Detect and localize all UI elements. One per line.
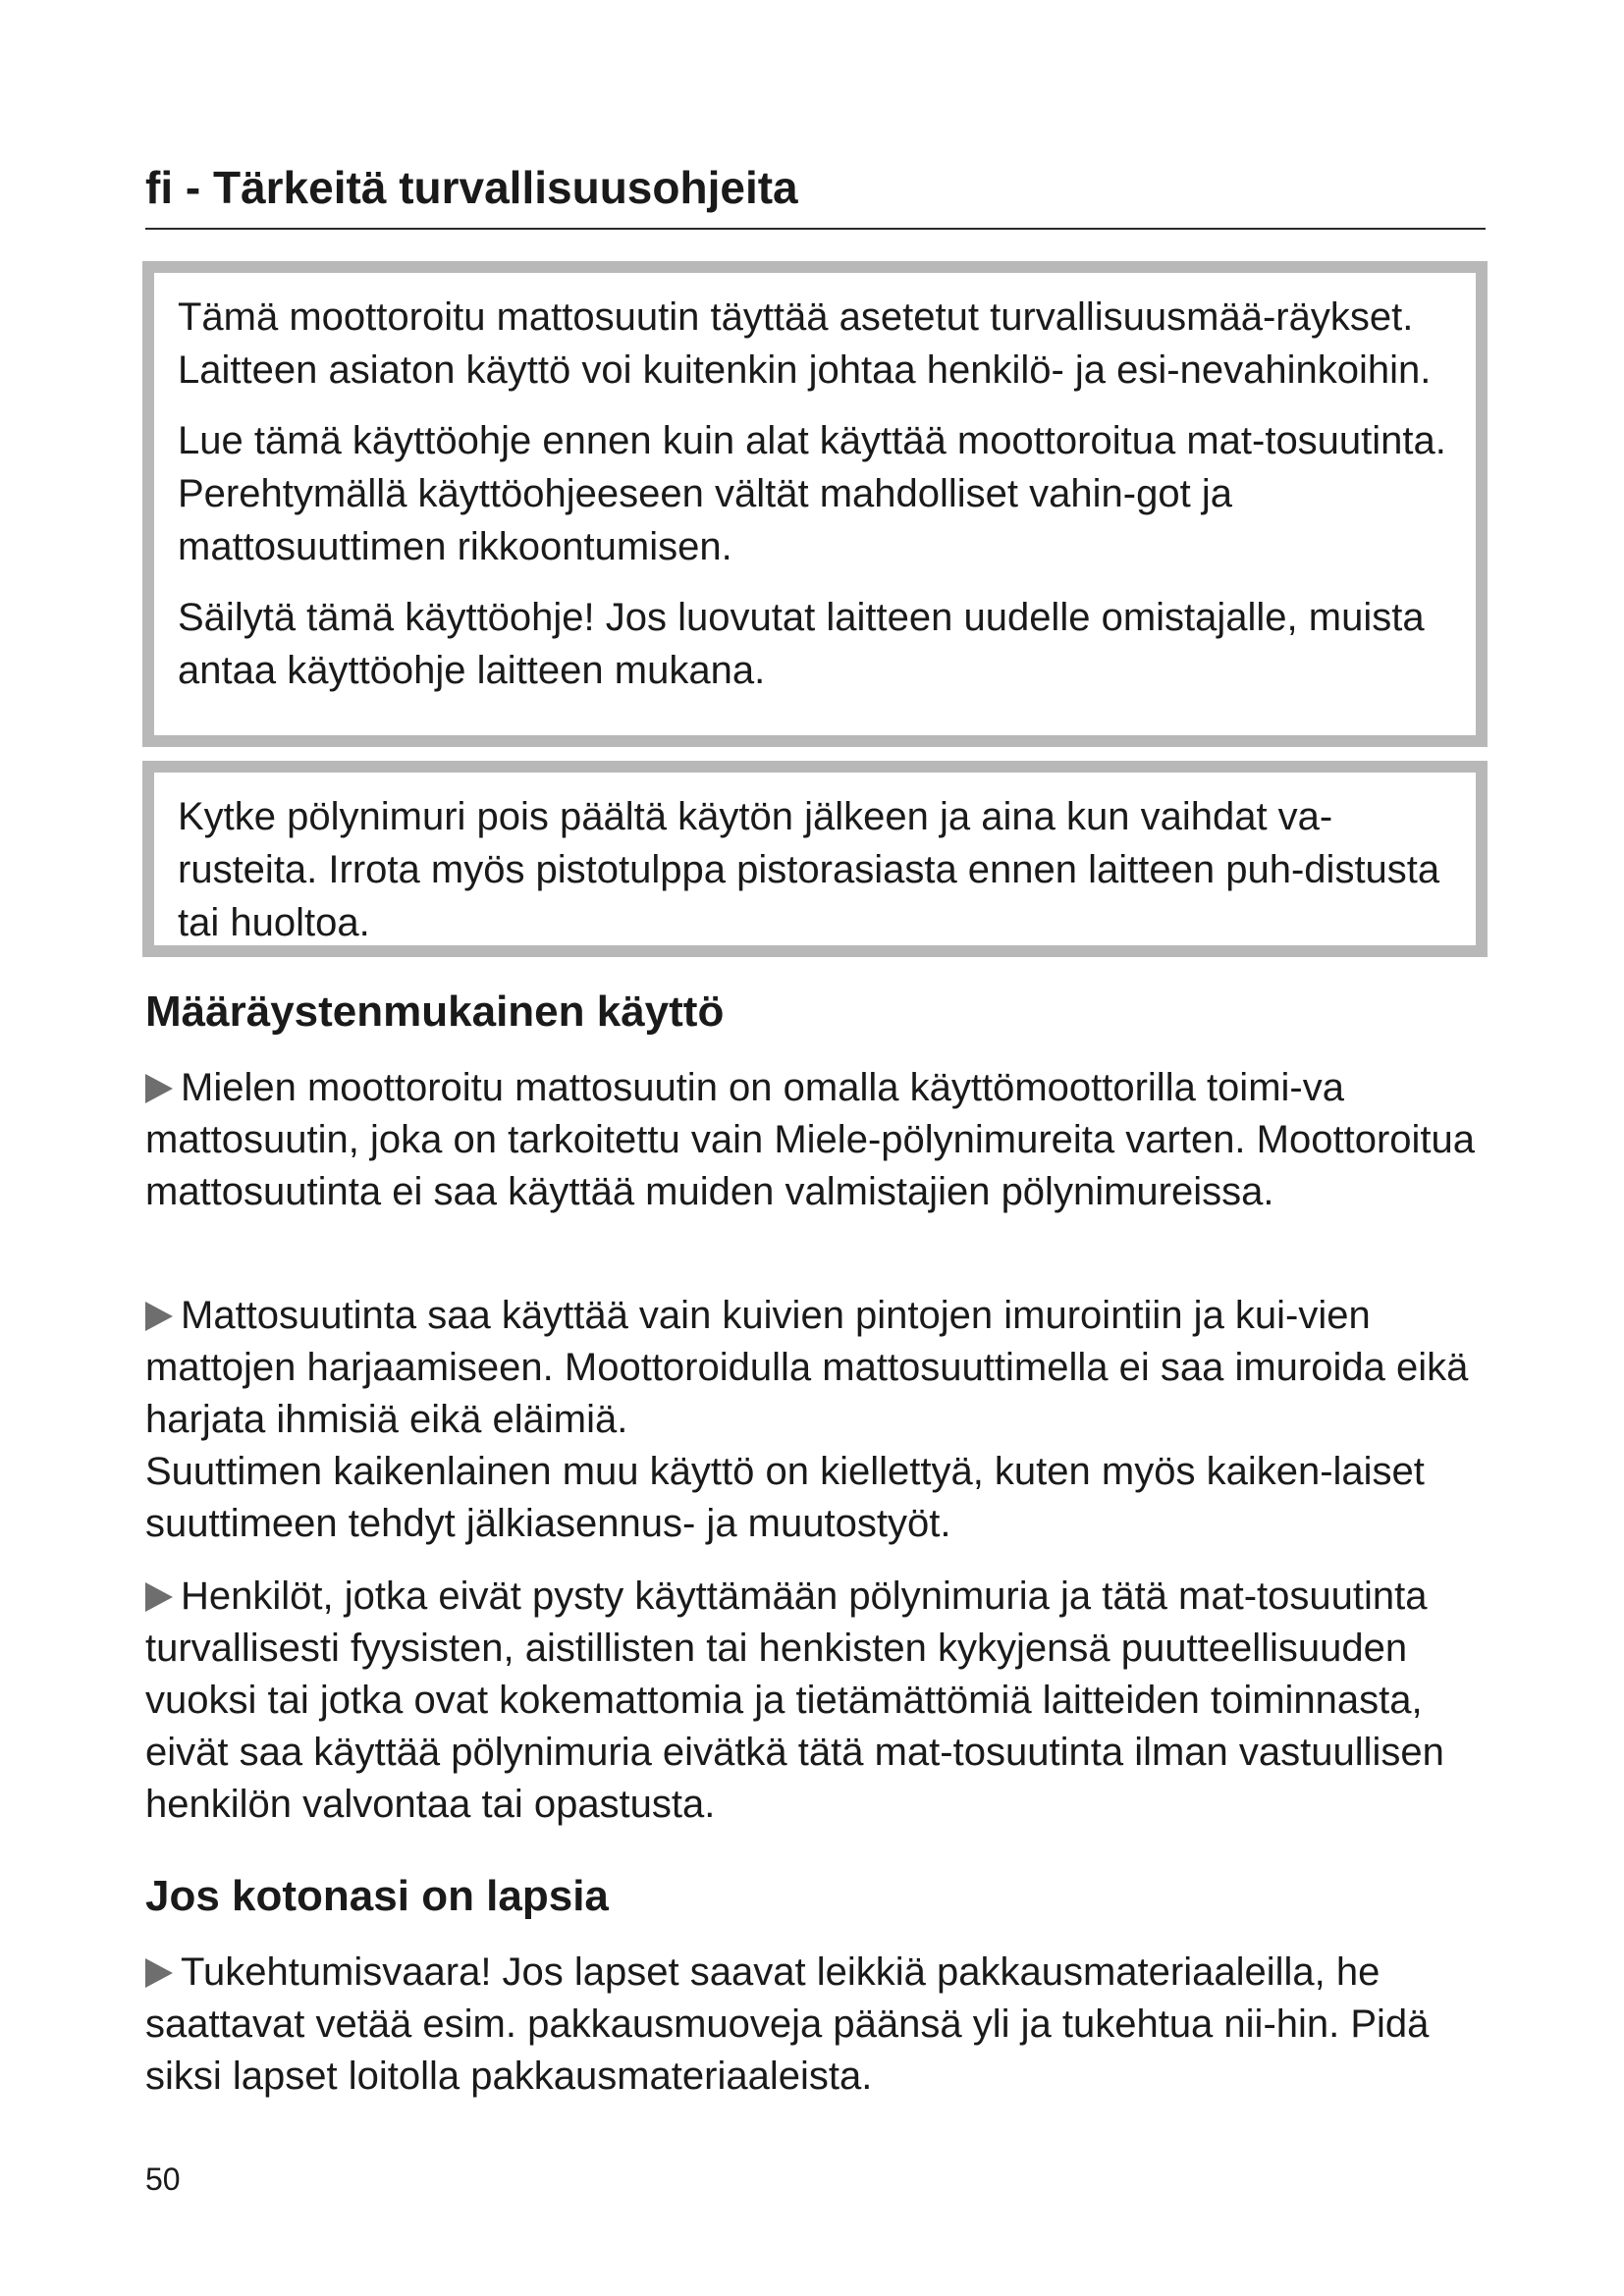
intended-use-text: Mattosuutinta saa käyttää vain kuivien pintojen imurointiin ja kui-vien mattojen harjaamiseen. Moottoroidulla mattosuuttimella ei saa imuroida eikä harjata ihmisiä eikä eläimiä. (145, 1294, 1469, 1441)
intended-use-item (145, 1062, 1486, 1218)
safety-notice-paragraph: Tämä moottoroitu mattosuutin täyttää asetetut turvallisuusmää-räykset. Laitteen asiaton käyttö voi kuitenkin johtaa henkilö- ja esi-nevahinkoihin. (178, 295, 1432, 392)
section-heading-children: Jos kotonasi on lapsia (145, 1872, 609, 1920)
triangle-bullet-icon (145, 1074, 173, 1103)
intended-use-item (145, 1290, 1486, 1550)
children-safety-text: Tukehtumisvaara! Jos lapset saavat leikkiä pakkausmateriaaleilla, he saattavat vetää esim. pakkausmuoveja päänsä yli ja tukehtua nii-hin. Pidä siksi lapset loitolla pakkausmateriaaleista. (145, 1950, 1430, 2098)
power-off-notice-paragraph: Kytke pölynimuri pois päältä käytön jälkeen ja aina kun vaihdat va-rusteita. Irrota myös pistotulppa pistorasiasta ennen laitteen puh-distusta tai huoltoa. (178, 795, 1440, 944)
safety-notice-paragraph: Säilytä tämä käyttöohje! Jos luovutat laitteen uudelle omistajalle, muista antaa käyttöohje laitteen mukana. (178, 596, 1425, 692)
section-heading-intended-use: Määräystenmukainen käyttö (145, 988, 725, 1036)
triangle-bullet-icon (145, 1958, 173, 1988)
safety-notice-paragraph: Lue tämä käyttöohje ennen kuin alat käyttää moottoroitua mat-tosuutinta. Perehtymällä käyttöohjeeseen vältät mahdolliset vahin-got ja mattosuuttimen rikkoontumisen. (178, 419, 1446, 568)
intended-use-text-continued: Suuttimen kaikenlainen muu käyttö on kiellettyä, kuten myös kaiken-laiset suuttimeen tehdyt jälkiasennus- ja muutostyöt. (145, 1450, 1425, 1545)
power-off-notice-box (142, 761, 1488, 957)
triangle-bullet-icon (145, 1582, 173, 1612)
safety-notice-box (142, 261, 1488, 747)
intended-use-item (145, 1571, 1486, 1831)
triangle-bullet-icon (145, 1302, 173, 1331)
page-number: 50 (145, 2162, 181, 2197)
children-safety-item (145, 1947, 1486, 2103)
intended-use-text: Henkilöt, jotka eivät pysty käyttämään pölynimuria ja tätä mat-tosuutinta turvallisesti fyysisten, aistillisten tai henkisten kykyjensä puutteellisuuden vuoksi tai jotka ovat kokemattomia ja tietämättömiä laitteiden toiminnasta, eivät saa käyttää pölynimuria eivätkä tätä mat-tosuutinta ilman vastuullisen henkilön valvontaa tai opastusta. (145, 1575, 1444, 1826)
intended-use-text: Mielen moottoroitu mattosuutin on omalla käyttömoottorilla toimi-va mattosuutin, joka on tarkoitettu vain Miele-pölynimureita varten. Moottoroitua mattosuutinta ei saa käyttää muiden valmistajien pölynimureissa. (145, 1066, 1476, 1213)
title-divider (145, 228, 1486, 230)
page-title: fi - Tärkeitä turvallisuusohjeita (145, 162, 798, 213)
